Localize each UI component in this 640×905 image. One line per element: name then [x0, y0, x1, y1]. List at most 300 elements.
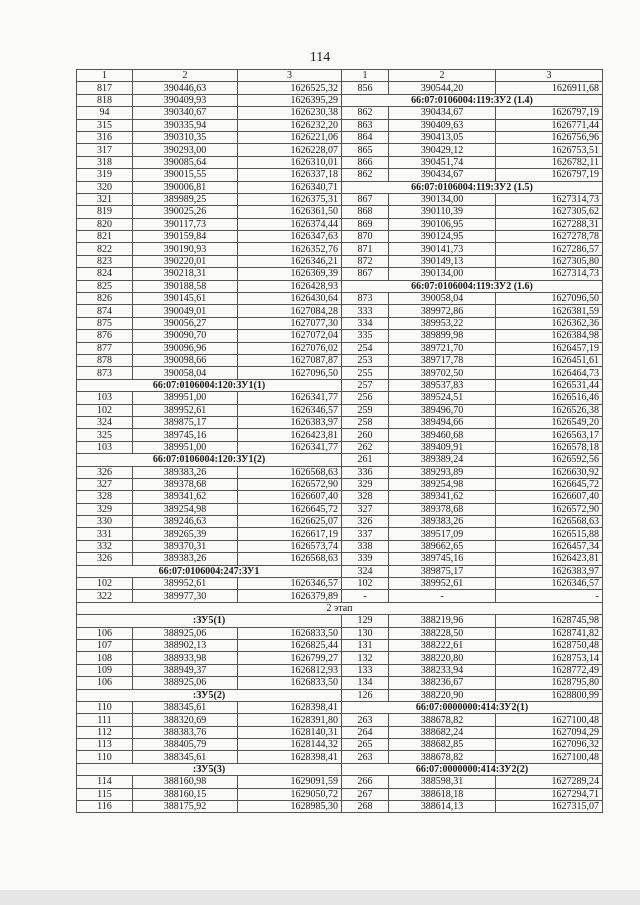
x-coordinate-cell: 390159,84 — [133, 231, 238, 243]
x-coordinate-cell: 388236,67 — [389, 677, 496, 689]
x-coordinate-cell: 389972,86 — [389, 305, 496, 317]
point-number-cell: 328 — [342, 491, 389, 503]
x-coordinate-cell: 390190,93 — [133, 243, 238, 255]
point-number-cell: - — [342, 590, 389, 602]
y-coordinate-cell: 1627305,80 — [496, 255, 603, 267]
x-coordinate-cell: 388345,61 — [133, 751, 238, 763]
table-row — [77, 788, 603, 800]
point-number-cell: 825 — [77, 280, 133, 292]
x-coordinate-cell: 390434,67 — [389, 169, 496, 181]
table-row — [77, 565, 603, 577]
point-number-cell: 317 — [77, 144, 133, 156]
table-row — [77, 317, 603, 329]
point-number-cell: 330 — [77, 516, 133, 528]
table-row — [77, 615, 603, 627]
y-coordinate-cell: 1626395,29 — [238, 94, 342, 106]
y-coordinate-cell: 1626346,57 — [238, 578, 342, 590]
table-row — [77, 701, 603, 713]
header-cell: 3 — [496, 70, 603, 82]
parcel-heading: :ЗУ5(2) — [77, 689, 342, 701]
x-coordinate-cell: 388682,24 — [389, 726, 496, 738]
y-coordinate-cell: 1626228,07 — [238, 144, 342, 156]
table-row — [77, 392, 603, 404]
y-coordinate-cell: 1626423,81 — [238, 429, 342, 441]
point-number-cell: 266 — [342, 776, 389, 788]
point-number-cell: 267 — [342, 788, 389, 800]
point-number-cell: 255 — [342, 367, 389, 379]
point-number-cell: 256 — [342, 392, 389, 404]
x-coordinate-cell: 389977,30 — [133, 590, 238, 602]
point-number-cell: 110 — [77, 701, 133, 713]
point-number-cell: 321 — [77, 193, 133, 205]
x-coordinate-cell: 389341,62 — [133, 491, 238, 503]
coordinates-table — [76, 69, 603, 813]
table-row — [77, 776, 603, 788]
y-coordinate-cell: 1626526,38 — [496, 404, 603, 416]
y-coordinate-cell: 1626592,56 — [496, 454, 603, 466]
x-coordinate-cell: 388902,13 — [133, 639, 238, 651]
point-number-cell: 871 — [342, 243, 389, 255]
point-number-cell: 873 — [77, 367, 133, 379]
y-coordinate-cell: 1626825,44 — [238, 639, 342, 651]
x-coordinate-cell: 389383,26 — [133, 553, 238, 565]
table-row — [77, 652, 603, 664]
point-number-cell: 333 — [342, 305, 389, 317]
y-coordinate-cell: 1626568,63 — [238, 553, 342, 565]
table-row — [77, 689, 603, 701]
point-number-cell: 329 — [77, 503, 133, 515]
x-coordinate-cell: 389341,62 — [389, 491, 496, 503]
parcel-heading: 66:07:0000000:414:ЗУ2(1) — [342, 701, 603, 713]
x-coordinate-cell: 390451,74 — [389, 156, 496, 168]
table-row — [77, 181, 603, 193]
x-coordinate-cell: 389989,25 — [133, 193, 238, 205]
x-coordinate-cell: 388219,96 — [389, 615, 496, 627]
y-coordinate-cell: 1627072,04 — [238, 330, 342, 342]
x-coordinate-cell: 389717,78 — [389, 354, 496, 366]
table-row — [77, 627, 603, 639]
point-number-cell: 102 — [77, 578, 133, 590]
y-coordinate-cell: - — [496, 590, 603, 602]
point-number-cell: 263 — [342, 751, 389, 763]
table-row — [77, 305, 603, 317]
y-coordinate-cell: 1626572,90 — [496, 503, 603, 515]
parcel-heading: 66:07:0106004:120:ЗУ1(2) — [77, 454, 342, 466]
y-coordinate-cell: 1627094,29 — [496, 726, 603, 738]
table-row — [77, 503, 603, 515]
table-row — [77, 739, 603, 751]
y-coordinate-cell: 1626782,11 — [496, 156, 603, 168]
point-number-cell: 866 — [342, 156, 389, 168]
table-row — [77, 94, 603, 106]
x-coordinate-cell: 388383,76 — [133, 726, 238, 738]
coordinates-table-body — [77, 70, 603, 813]
x-coordinate-cell: 390058,04 — [133, 367, 238, 379]
y-coordinate-cell: 1627096,50 — [238, 367, 342, 379]
point-number-cell: 875 — [77, 317, 133, 329]
x-coordinate-cell: 388405,79 — [133, 739, 238, 751]
point-number-cell: 133 — [342, 664, 389, 676]
point-number-cell: 264 — [342, 726, 389, 738]
x-coordinate-cell: 389875,17 — [133, 416, 238, 428]
point-number-cell: 253 — [342, 354, 389, 366]
y-coordinate-cell: 1628800,99 — [496, 689, 603, 701]
x-coordinate-cell: 389952,61 — [133, 404, 238, 416]
x-coordinate-cell: 389254,98 — [133, 503, 238, 515]
point-number-cell: 818 — [77, 94, 133, 106]
point-number-cell: 873 — [342, 293, 389, 305]
point-number-cell: 336 — [342, 466, 389, 478]
x-coordinate-cell: 389517,09 — [389, 528, 496, 540]
x-coordinate-cell: 388678,82 — [389, 714, 496, 726]
table-row — [77, 664, 603, 676]
x-coordinate-cell: 389952,61 — [133, 578, 238, 590]
point-number-cell: 326 — [77, 553, 133, 565]
point-number-cell: 826 — [77, 293, 133, 305]
point-number-cell: 116 — [77, 801, 133, 813]
y-coordinate-cell: 1626230,38 — [238, 107, 342, 119]
point-number-cell: 335 — [342, 330, 389, 342]
x-coordinate-cell: 388320,69 — [133, 714, 238, 726]
point-number-cell: 107 — [77, 639, 133, 651]
point-number-cell: 874 — [77, 305, 133, 317]
y-coordinate-cell: 1627100,48 — [496, 714, 603, 726]
point-number-cell: 322 — [77, 590, 133, 602]
x-coordinate-cell: 390124,95 — [389, 231, 496, 243]
point-number-cell: 878 — [77, 354, 133, 366]
y-coordinate-cell: 1626630,92 — [496, 466, 603, 478]
table-row — [77, 367, 603, 379]
point-number-cell: 115 — [77, 788, 133, 800]
x-coordinate-cell: 389951,00 — [133, 441, 238, 453]
x-coordinate-cell: 389254,98 — [389, 478, 496, 490]
y-coordinate-cell: 1626578,18 — [496, 441, 603, 453]
y-coordinate-cell: 1629091,59 — [238, 776, 342, 788]
table-row — [77, 404, 603, 416]
y-coordinate-cell: 1627077,30 — [238, 317, 342, 329]
y-coordinate-cell: 1626515,88 — [496, 528, 603, 540]
x-coordinate-cell: 390117,73 — [133, 218, 238, 230]
y-coordinate-cell: 1626457,34 — [496, 540, 603, 552]
y-coordinate-cell: 1628795,80 — [496, 677, 603, 689]
y-coordinate-cell: 1628750,48 — [496, 639, 603, 651]
table-row — [77, 553, 603, 565]
y-coordinate-cell: 1626346,21 — [238, 255, 342, 267]
x-coordinate-cell: 390106,95 — [389, 218, 496, 230]
y-coordinate-cell: 1627096,32 — [496, 739, 603, 751]
x-coordinate-cell: 390110,39 — [389, 206, 496, 218]
point-number-cell: 862 — [342, 107, 389, 119]
x-coordinate-cell: 389899,98 — [389, 330, 496, 342]
x-coordinate-cell: 389745,16 — [133, 429, 238, 441]
y-coordinate-cell: 1627305,62 — [496, 206, 603, 218]
x-coordinate-cell: 388925,06 — [133, 677, 238, 689]
x-coordinate-cell: 390544,20 — [389, 82, 496, 94]
x-coordinate-cell: 389537,83 — [389, 379, 496, 391]
parcel-heading: 66:07:0106004:247:ЗУ1 — [77, 565, 342, 577]
y-coordinate-cell: 1626451,61 — [496, 354, 603, 366]
point-number-cell: 863 — [342, 119, 389, 131]
parcel-heading: 66:07:0000000:414:ЗУ2(2) — [342, 763, 603, 775]
y-coordinate-cell: 1626369,39 — [238, 268, 342, 280]
point-number-cell: 877 — [77, 342, 133, 354]
point-number-cell: 820 — [77, 218, 133, 230]
table-row — [77, 379, 603, 391]
point-number-cell: 819 — [77, 206, 133, 218]
point-number-cell: 876 — [77, 330, 133, 342]
table-row — [77, 156, 603, 168]
y-coordinate-cell: 1627278,78 — [496, 231, 603, 243]
y-coordinate-cell: 1626799,27 — [238, 652, 342, 664]
x-coordinate-cell: 388220,90 — [389, 689, 496, 701]
table-row — [77, 169, 603, 181]
x-coordinate-cell: 390340,67 — [133, 107, 238, 119]
point-number-cell: 823 — [77, 255, 133, 267]
x-coordinate-cell: 389721,70 — [389, 342, 496, 354]
x-coordinate-cell: 390134,00 — [389, 193, 496, 205]
x-coordinate-cell: 389494,66 — [389, 416, 496, 428]
x-coordinate-cell: 388682,85 — [389, 739, 496, 751]
y-coordinate-cell: 1626341,77 — [238, 441, 342, 453]
x-coordinate-cell: 390098,66 — [133, 354, 238, 366]
x-coordinate-cell: 390096,96 — [133, 342, 238, 354]
point-number-cell: 867 — [342, 193, 389, 205]
point-number-cell: 324 — [77, 416, 133, 428]
x-coordinate-cell: 388678,82 — [389, 751, 496, 763]
point-number-cell: 326 — [342, 516, 389, 528]
x-coordinate-cell: 389246,63 — [133, 516, 238, 528]
x-coordinate-cell: 389745,16 — [389, 553, 496, 565]
point-number-cell: 129 — [342, 615, 389, 627]
x-coordinate-cell: 390188,58 — [133, 280, 238, 292]
parcel-heading: 66:07:0106004:119:ЗУ2 (1.5) — [342, 181, 603, 193]
point-number-cell: 339 — [342, 553, 389, 565]
x-coordinate-cell: 389383,26 — [389, 516, 496, 528]
y-coordinate-cell: 1628398,41 — [238, 751, 342, 763]
point-number-cell: 316 — [77, 131, 133, 143]
x-coordinate-cell: 388233,94 — [389, 664, 496, 676]
x-coordinate-cell: 390090,70 — [133, 330, 238, 342]
table-row — [77, 218, 603, 230]
table-row — [77, 144, 603, 156]
table-row — [77, 441, 603, 453]
point-number-cell: 318 — [77, 156, 133, 168]
point-number-cell: 113 — [77, 739, 133, 751]
point-number-cell: 337 — [342, 528, 389, 540]
y-coordinate-cell: 1626549,20 — [496, 416, 603, 428]
y-coordinate-cell: 1627294,71 — [496, 788, 603, 800]
parcel-heading: :ЗУ5(3) — [77, 763, 342, 775]
y-coordinate-cell: 1626568,63 — [238, 466, 342, 478]
x-coordinate-cell: 390058,04 — [389, 293, 496, 305]
point-number-cell: 864 — [342, 131, 389, 143]
point-number-cell: 114 — [77, 776, 133, 788]
table-row — [77, 231, 603, 243]
header-cell: 2 — [389, 70, 496, 82]
y-coordinate-cell: 1627314,73 — [496, 268, 603, 280]
table-row — [77, 342, 603, 354]
x-coordinate-cell: 388345,61 — [133, 701, 238, 713]
header-cell: 3 — [238, 70, 342, 82]
y-coordinate-cell: 1626384,98 — [496, 330, 603, 342]
x-coordinate-cell: 388949,37 — [133, 664, 238, 676]
table-row — [77, 255, 603, 267]
y-coordinate-cell: 1626911,68 — [496, 82, 603, 94]
y-coordinate-cell: 1626361,50 — [238, 206, 342, 218]
x-coordinate-cell: 388598,31 — [389, 776, 496, 788]
x-coordinate-cell: 388925,06 — [133, 627, 238, 639]
y-coordinate-cell: 1626756,96 — [496, 131, 603, 143]
y-coordinate-cell: 1628140,31 — [238, 726, 342, 738]
x-coordinate-cell: 389702,50 — [389, 367, 496, 379]
y-coordinate-cell: 1626563,17 — [496, 429, 603, 441]
y-coordinate-cell: 1628772,49 — [496, 664, 603, 676]
y-coordinate-cell: 1626221,06 — [238, 131, 342, 143]
point-number-cell: 824 — [77, 268, 133, 280]
y-coordinate-cell: 1626346,57 — [496, 578, 603, 590]
x-coordinate-cell: 388933,98 — [133, 652, 238, 664]
y-coordinate-cell: 1626310,01 — [238, 156, 342, 168]
table-row — [77, 131, 603, 143]
point-number-cell: 109 — [77, 664, 133, 676]
x-coordinate-cell: 390006,81 — [133, 181, 238, 193]
y-coordinate-cell: 1626812,93 — [238, 664, 342, 676]
x-coordinate-cell: 389378,68 — [389, 503, 496, 515]
y-coordinate-cell: 1626531,44 — [496, 379, 603, 391]
x-coordinate-cell: 390293,00 — [133, 144, 238, 156]
x-coordinate-cell: 390134,00 — [389, 268, 496, 280]
y-coordinate-cell: 1626625,07 — [238, 516, 342, 528]
y-coordinate-cell: 1626645,72 — [238, 503, 342, 515]
y-coordinate-cell: 1627084,28 — [238, 305, 342, 317]
y-coordinate-cell: 1626347,63 — [238, 231, 342, 243]
table-row — [77, 193, 603, 205]
point-number-cell: 334 — [342, 317, 389, 329]
x-coordinate-cell: 390446,63 — [133, 82, 238, 94]
table-row — [77, 726, 603, 738]
point-number-cell: 328 — [77, 491, 133, 503]
y-coordinate-cell: 1627289,24 — [496, 776, 603, 788]
point-number-cell: 856 — [342, 82, 389, 94]
y-coordinate-cell: 1626572,90 — [238, 478, 342, 490]
y-coordinate-cell: 1626573,74 — [238, 540, 342, 552]
point-number-cell: 319 — [77, 169, 133, 181]
point-number-cell: 822 — [77, 243, 133, 255]
point-number-cell: 112 — [77, 726, 133, 738]
point-number-cell: 102 — [77, 404, 133, 416]
table-row — [77, 751, 603, 763]
y-coordinate-cell: 1626232,20 — [238, 119, 342, 131]
y-coordinate-cell: 1626771,44 — [496, 119, 603, 131]
scan-bottom-edge — [0, 890, 640, 905]
x-coordinate-cell: 390335,94 — [133, 119, 238, 131]
table-row — [77, 466, 603, 478]
table-row — [77, 243, 603, 255]
point-number-cell: 126 — [342, 689, 389, 701]
table-row — [77, 429, 603, 441]
y-coordinate-cell: 1627314,73 — [496, 193, 603, 205]
table-row — [77, 82, 603, 94]
table-row — [77, 714, 603, 726]
y-coordinate-cell: 1628391,80 — [238, 714, 342, 726]
table-row — [77, 516, 603, 528]
y-coordinate-cell: 1626617,19 — [238, 528, 342, 540]
table-header-row — [77, 70, 603, 82]
point-number-cell: 94 — [77, 107, 133, 119]
point-number-cell: 131 — [342, 639, 389, 651]
x-coordinate-cell: 388160,98 — [133, 776, 238, 788]
point-number-cell: 867 — [342, 268, 389, 280]
point-number-cell: 869 — [342, 218, 389, 230]
y-coordinate-cell: 1626645,72 — [496, 478, 603, 490]
table-row — [77, 280, 603, 292]
point-number-cell: 338 — [342, 540, 389, 552]
header-cell: 1 — [342, 70, 389, 82]
table-row — [77, 578, 603, 590]
y-coordinate-cell: 1626833,50 — [238, 627, 342, 639]
point-number-cell: 103 — [77, 392, 133, 404]
table-row — [77, 354, 603, 366]
point-number-cell: 862 — [342, 169, 389, 181]
x-coordinate-cell: 390220,01 — [133, 255, 238, 267]
point-number-cell: 102 — [342, 578, 389, 590]
x-coordinate-cell: 389378,68 — [133, 478, 238, 490]
y-coordinate-cell: 1627076,02 — [238, 342, 342, 354]
x-coordinate-cell: 389383,26 — [133, 466, 238, 478]
y-coordinate-cell: 1626340,71 — [238, 181, 342, 193]
y-coordinate-cell: 1626337,18 — [238, 169, 342, 181]
x-coordinate-cell: 390413,05 — [389, 131, 496, 143]
y-coordinate-cell: 1626352,76 — [238, 243, 342, 255]
point-number-cell: 110 — [77, 751, 133, 763]
x-coordinate-cell: 389370,31 — [133, 540, 238, 552]
y-coordinate-cell: 1627087,87 — [238, 354, 342, 366]
x-coordinate-cell: 389951,00 — [133, 392, 238, 404]
y-coordinate-cell: 1626753,51 — [496, 144, 603, 156]
parcel-heading: 66:07:0106004:120:ЗУ1(1) — [77, 379, 342, 391]
x-coordinate-cell: 389953,22 — [389, 317, 496, 329]
y-coordinate-cell: 1626383,97 — [496, 565, 603, 577]
table-row — [77, 478, 603, 490]
y-coordinate-cell: 1627315,07 — [496, 801, 603, 813]
point-number-cell: 263 — [342, 714, 389, 726]
x-coordinate-cell: 388220,80 — [389, 652, 496, 664]
point-number-cell: 254 — [342, 342, 389, 354]
y-coordinate-cell: 1626383,97 — [238, 416, 342, 428]
y-coordinate-cell: 1626381,59 — [496, 305, 603, 317]
y-coordinate-cell: 1626362,36 — [496, 317, 603, 329]
point-number-cell: 327 — [342, 503, 389, 515]
table-row — [77, 528, 603, 540]
point-number-cell: 325 — [77, 429, 133, 441]
y-coordinate-cell: 1628741,82 — [496, 627, 603, 639]
table-row — [77, 107, 603, 119]
point-number-cell: 265 — [342, 739, 389, 751]
x-coordinate-cell: 388175,92 — [133, 801, 238, 813]
x-coordinate-cell: 390218,31 — [133, 268, 238, 280]
table-row — [77, 119, 603, 131]
y-coordinate-cell: 1626525,32 — [238, 82, 342, 94]
header-cell: 1 — [77, 70, 133, 82]
x-coordinate-cell: 389389,24 — [389, 454, 496, 466]
x-coordinate-cell: 390310,35 — [133, 131, 238, 143]
x-coordinate-cell: 389265,39 — [133, 528, 238, 540]
y-coordinate-cell: 1627288,31 — [496, 218, 603, 230]
point-number-cell: 327 — [77, 478, 133, 490]
y-coordinate-cell: 1626607,40 — [496, 491, 603, 503]
table-row — [77, 293, 603, 305]
y-coordinate-cell: 1629050,72 — [238, 788, 342, 800]
